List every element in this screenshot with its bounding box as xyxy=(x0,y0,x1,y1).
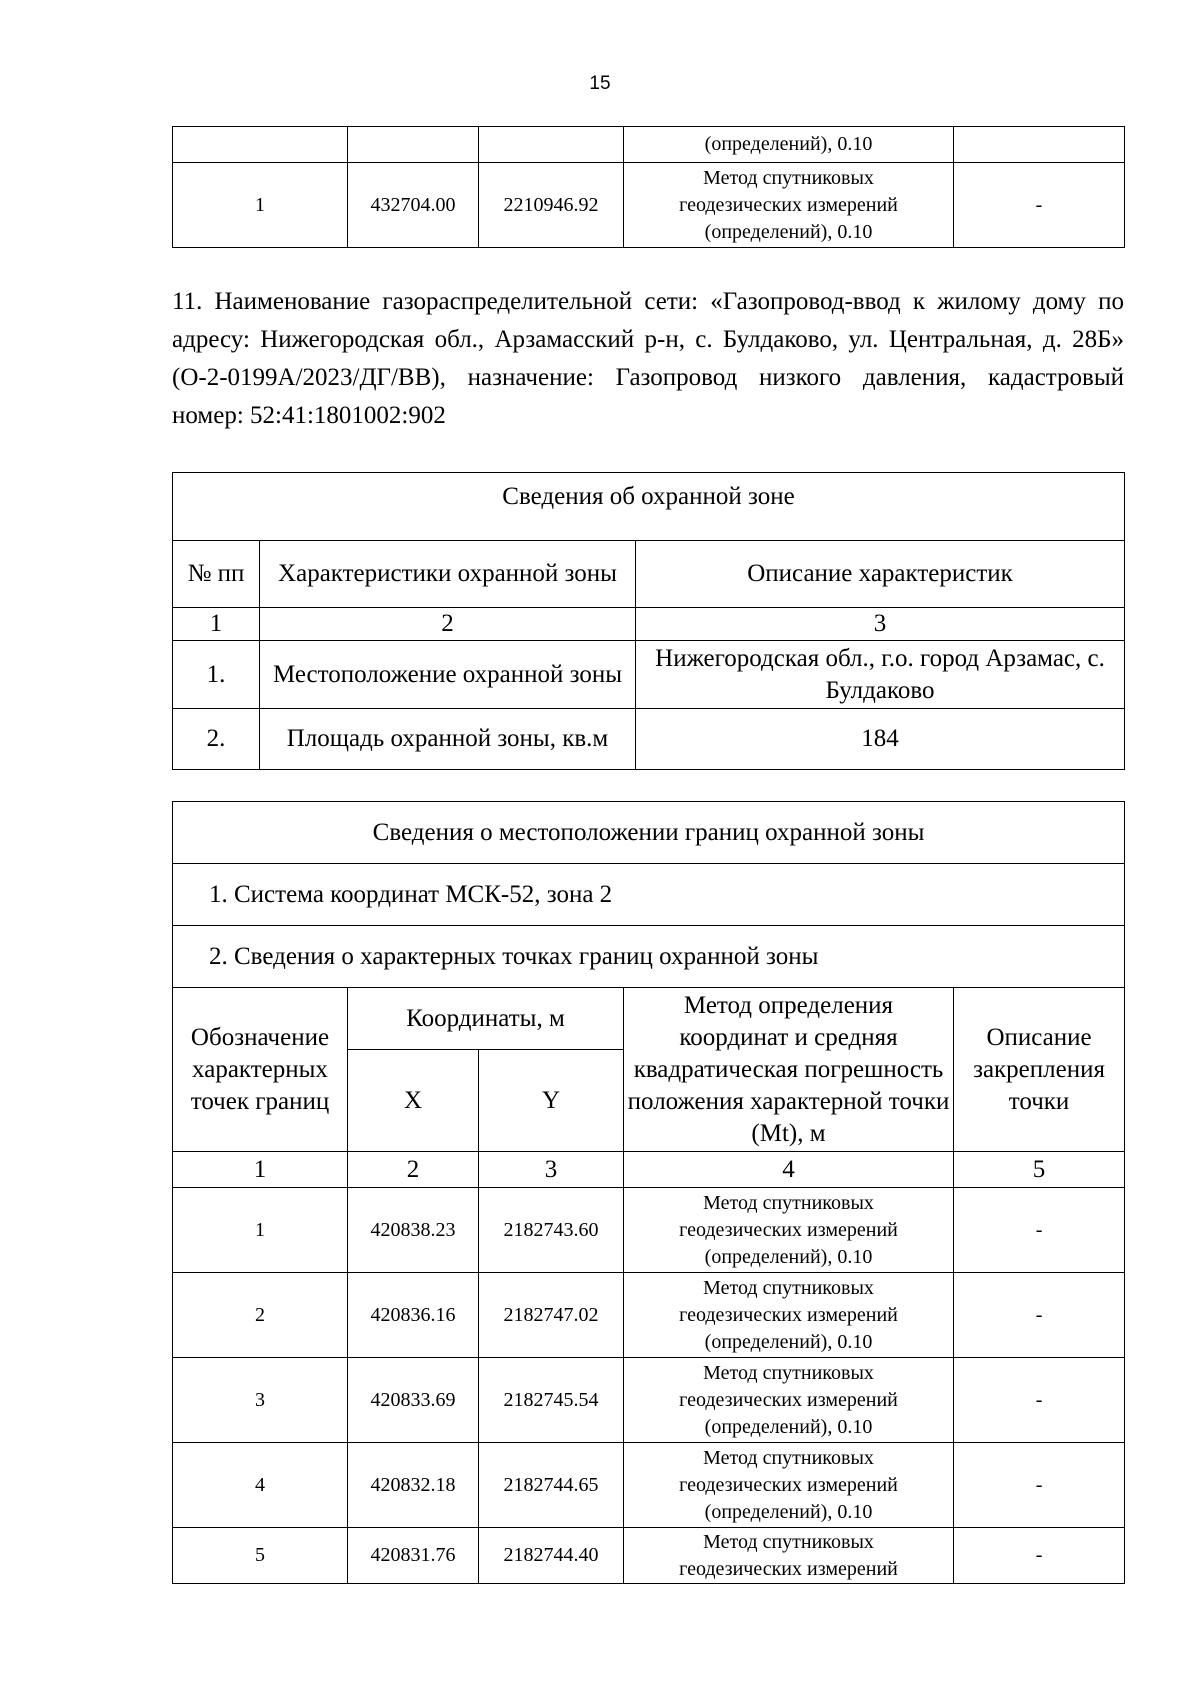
method-line: геодезических измерений xyxy=(679,1303,898,1326)
y-cell: 2182744.65 xyxy=(479,1443,624,1528)
point-number-cell: 3 xyxy=(173,1358,348,1443)
header-cell: № пп xyxy=(173,541,260,608)
y-cell: 2182745.54 xyxy=(479,1358,624,1443)
point-number-cell: 5 xyxy=(173,1528,348,1584)
coordinate-system-label: 1. Система координат МСК-52, зона 2 xyxy=(173,864,1125,926)
y-cell: 2182743.60 xyxy=(479,1188,624,1273)
method-line: Метод спутниковых xyxy=(703,1361,874,1384)
method-line: (определений), 0.10 xyxy=(704,1500,873,1523)
characteristic-cell: Площадь охранной зоны, кв.м xyxy=(260,709,636,770)
table-row xyxy=(173,163,1125,248)
characteristic-cell: Местоположение охранной зоны xyxy=(260,641,636,709)
index-row xyxy=(173,1152,1125,1188)
index-cell: 5 xyxy=(954,1152,1125,1188)
table-title-row xyxy=(173,473,1125,541)
method-cell xyxy=(624,163,954,248)
table-header-row xyxy=(173,541,1125,608)
header-x: X xyxy=(348,1050,479,1152)
point-number-cell: 1 xyxy=(173,1188,348,1273)
row-number-cell: 1. xyxy=(173,641,260,709)
x-cell: 420831.76 xyxy=(348,1528,479,1584)
index-cell: 1 xyxy=(173,608,260,641)
y-cell: 2182744.40 xyxy=(479,1528,624,1584)
table-title-row xyxy=(173,802,1125,864)
table-row xyxy=(173,1528,1125,1584)
method-line: геодезических измерений xyxy=(679,1218,898,1241)
x-cell: 420833.69 xyxy=(348,1358,479,1443)
table-header-row xyxy=(173,988,1125,1050)
table-row xyxy=(173,1358,1125,1443)
method-line: геодезических измерений xyxy=(679,1557,898,1580)
table-subtitle-row xyxy=(173,864,1125,926)
index-cell: 1 xyxy=(173,1152,348,1188)
method-line: Метод спутниковых xyxy=(703,1530,874,1553)
description-cell: - xyxy=(954,1273,1125,1358)
method-cell xyxy=(624,1273,954,1358)
method-line: Метод спутниковых xyxy=(703,1191,874,1214)
description-cell: - xyxy=(954,1443,1125,1528)
index-row xyxy=(173,608,1125,641)
table-title: Сведения о местоположении границ охранной зоны xyxy=(173,802,1125,864)
index-cell: 4 xyxy=(624,1152,954,1188)
y-cell: 2210946.92 xyxy=(479,163,624,248)
network-description-paragraph: 11. Наименование газораспределительной сети: «Газопровод-ввод к жилому дому по адресу: Нижегородская обл., Арзамасский р-н, с. Булдаково, ул. Центральная, д. 28Б» (О-2-0199А/2023/ДГ/ВВ), назначение: Газопровод низкого давления, кадастровый номер: 52:41:1801002:902 xyxy=(172,288,1124,429)
table-subtitle-row xyxy=(173,926,1125,988)
x-cell: 420836.16 xyxy=(348,1273,479,1358)
x-cell: 432704.00 xyxy=(348,163,479,248)
point-number-cell: 1 xyxy=(173,163,348,248)
method-cell xyxy=(624,1188,954,1273)
table-row xyxy=(173,1443,1125,1528)
description-cell xyxy=(954,127,1125,163)
y-cell xyxy=(479,127,624,163)
table-row xyxy=(173,1188,1125,1273)
method-line: геодезических измерений xyxy=(679,1473,898,1496)
table-row xyxy=(173,127,1125,163)
header-coordinates: Координаты, м xyxy=(348,988,624,1050)
header-cell: Характеристики охранной зоны xyxy=(260,541,636,608)
row-number-cell: 2. xyxy=(173,709,260,770)
index-cell: 2 xyxy=(348,1152,479,1188)
page-number: 15 xyxy=(589,73,611,94)
description-cell: - xyxy=(954,163,1125,248)
description-cell: - xyxy=(954,1528,1125,1584)
zone-boundaries-table xyxy=(172,801,1125,1584)
y-cell: 2182747.02 xyxy=(479,1273,624,1358)
method-cell xyxy=(624,1443,954,1528)
point-number-cell: 4 xyxy=(173,1443,348,1528)
method-line: Метод спутниковых xyxy=(703,1446,874,1469)
method-line: Метод спутниковых xyxy=(703,1276,874,1299)
table-title: Сведения об охранной зоне xyxy=(173,473,1125,541)
description-cell: - xyxy=(954,1358,1125,1443)
index-cell: 2 xyxy=(260,608,636,641)
method-line: Метод спутниковых xyxy=(703,166,874,189)
header-designation: Обозначение характерных точек границ xyxy=(173,988,348,1152)
table-row xyxy=(173,641,1125,709)
point-number-cell: 2 xyxy=(173,1273,348,1358)
index-cell: 3 xyxy=(636,608,1125,641)
x-cell: 420832.18 xyxy=(348,1443,479,1528)
top-coordinates-table xyxy=(172,126,1125,248)
table-row xyxy=(173,1273,1125,1358)
method-line: геодезических измерений xyxy=(679,1388,898,1411)
method-cell xyxy=(624,1528,954,1584)
point-number-cell xyxy=(173,127,348,163)
points-section-label: 2. Сведения о характерных точках границ охранной зоны xyxy=(173,926,1125,988)
description-cell: - xyxy=(954,1188,1125,1273)
method-cell xyxy=(624,1358,954,1443)
table-row xyxy=(173,709,1125,770)
method-line: (определений), 0.10 xyxy=(704,1245,873,1268)
method-line: (определений), 0.10 xyxy=(704,1415,873,1438)
method-cell: (определений), 0.10 xyxy=(624,127,954,163)
protection-zone-table xyxy=(172,472,1125,770)
value-cell: Нижегородская обл., г.о. город Арзамас, с. Булдаково xyxy=(636,641,1125,709)
header-y: Y xyxy=(479,1050,624,1152)
method-line: (определений), 0.10 xyxy=(704,1330,873,1353)
index-cell: 3 xyxy=(479,1152,624,1188)
header-cell: Описание характеристик xyxy=(636,541,1125,608)
method-line: геодезических измерений xyxy=(679,193,898,216)
value-cell: 184 xyxy=(636,709,1125,770)
x-cell: 420838.23 xyxy=(348,1188,479,1273)
method-line: (определений), 0.10 xyxy=(704,220,873,243)
header-method: Метод определения координат и средняя квадратическая погрешность положения характерной точки (Mt), м xyxy=(624,988,954,1152)
header-description: Описание закрепления точки xyxy=(954,988,1125,1152)
x-cell xyxy=(348,127,479,163)
